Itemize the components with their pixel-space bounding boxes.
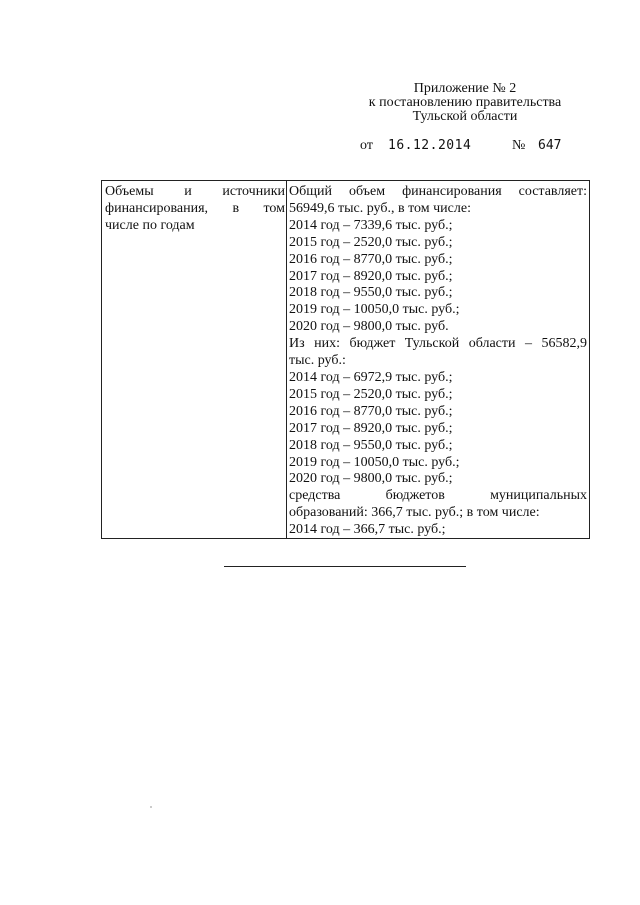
value-line: 2019 год – 10050,0 тыс. руб.; (289, 302, 460, 318)
value-line: средства бюджетов муниципальных (289, 488, 587, 504)
value-line: 2019 год – 10050,0 тыс. руб.; (289, 454, 460, 470)
appendix-header (350, 82, 580, 124)
value-line: Общий объем финансирования составляет: (289, 184, 587, 199)
value-line: 2016 год – 8770,0 тыс. руб.; (289, 403, 453, 419)
value-line: 2020 год – 9800,0 тыс. руб. (289, 319, 449, 335)
order-from-label: от (360, 138, 373, 153)
appendix-reference: к постановлению правительства (368, 95, 562, 110)
value-line: 2020 год – 9800,0 тыс. руб.; (289, 471, 453, 487)
value-line: 2018 год – 9550,0 тыс. руб.; (289, 285, 453, 301)
value-line: 2017 год – 8920,0 тыс. руб.; (289, 268, 453, 284)
order-number: 647 (538, 138, 562, 153)
value-line: Из них: бюджет Тульской области – 56582,9 (289, 336, 587, 352)
financing-value-cell (287, 181, 589, 538)
financing-label-cell (102, 181, 287, 538)
order-number-label: № (512, 138, 526, 153)
value-line: 2017 год – 8920,0 тыс. руб.; (289, 420, 453, 436)
scan-speck (150, 806, 152, 808)
closing-rule (224, 566, 466, 567)
value-line: 2016 год – 8770,0 тыс. руб.; (289, 251, 453, 267)
label-line: финансирования, в том (105, 200, 285, 216)
value-line: образований: 366,7 тыс. руб.; в том числе: (289, 505, 540, 521)
financing-table (101, 180, 590, 539)
value-line: 56949,6 тыс. руб., в том числе: (289, 200, 471, 216)
appendix-authority: Тульской области (412, 109, 518, 124)
value-line: 2014 год – 6972,9 тыс. руб.; (289, 369, 453, 385)
value-line: 2015 год – 2520,0 тыс. руб.; (289, 234, 453, 250)
value-line: 2014 год – 366,7 тыс. руб.; (289, 522, 446, 538)
value-line: 2015 год – 2520,0 тыс. руб.; (289, 386, 453, 402)
value-line: тыс. руб.: (289, 353, 346, 369)
value-line: 2018 год – 9550,0 тыс. руб.; (289, 437, 453, 453)
value-line: 2014 год – 7339,6 тыс. руб.; (289, 217, 453, 233)
label-line: Объемы и источники (105, 184, 285, 199)
order-date: 16.12.2014 (388, 138, 472, 153)
appendix-title: Приложение № 2 (413, 81, 517, 96)
label-line: числе по годам (105, 217, 195, 233)
